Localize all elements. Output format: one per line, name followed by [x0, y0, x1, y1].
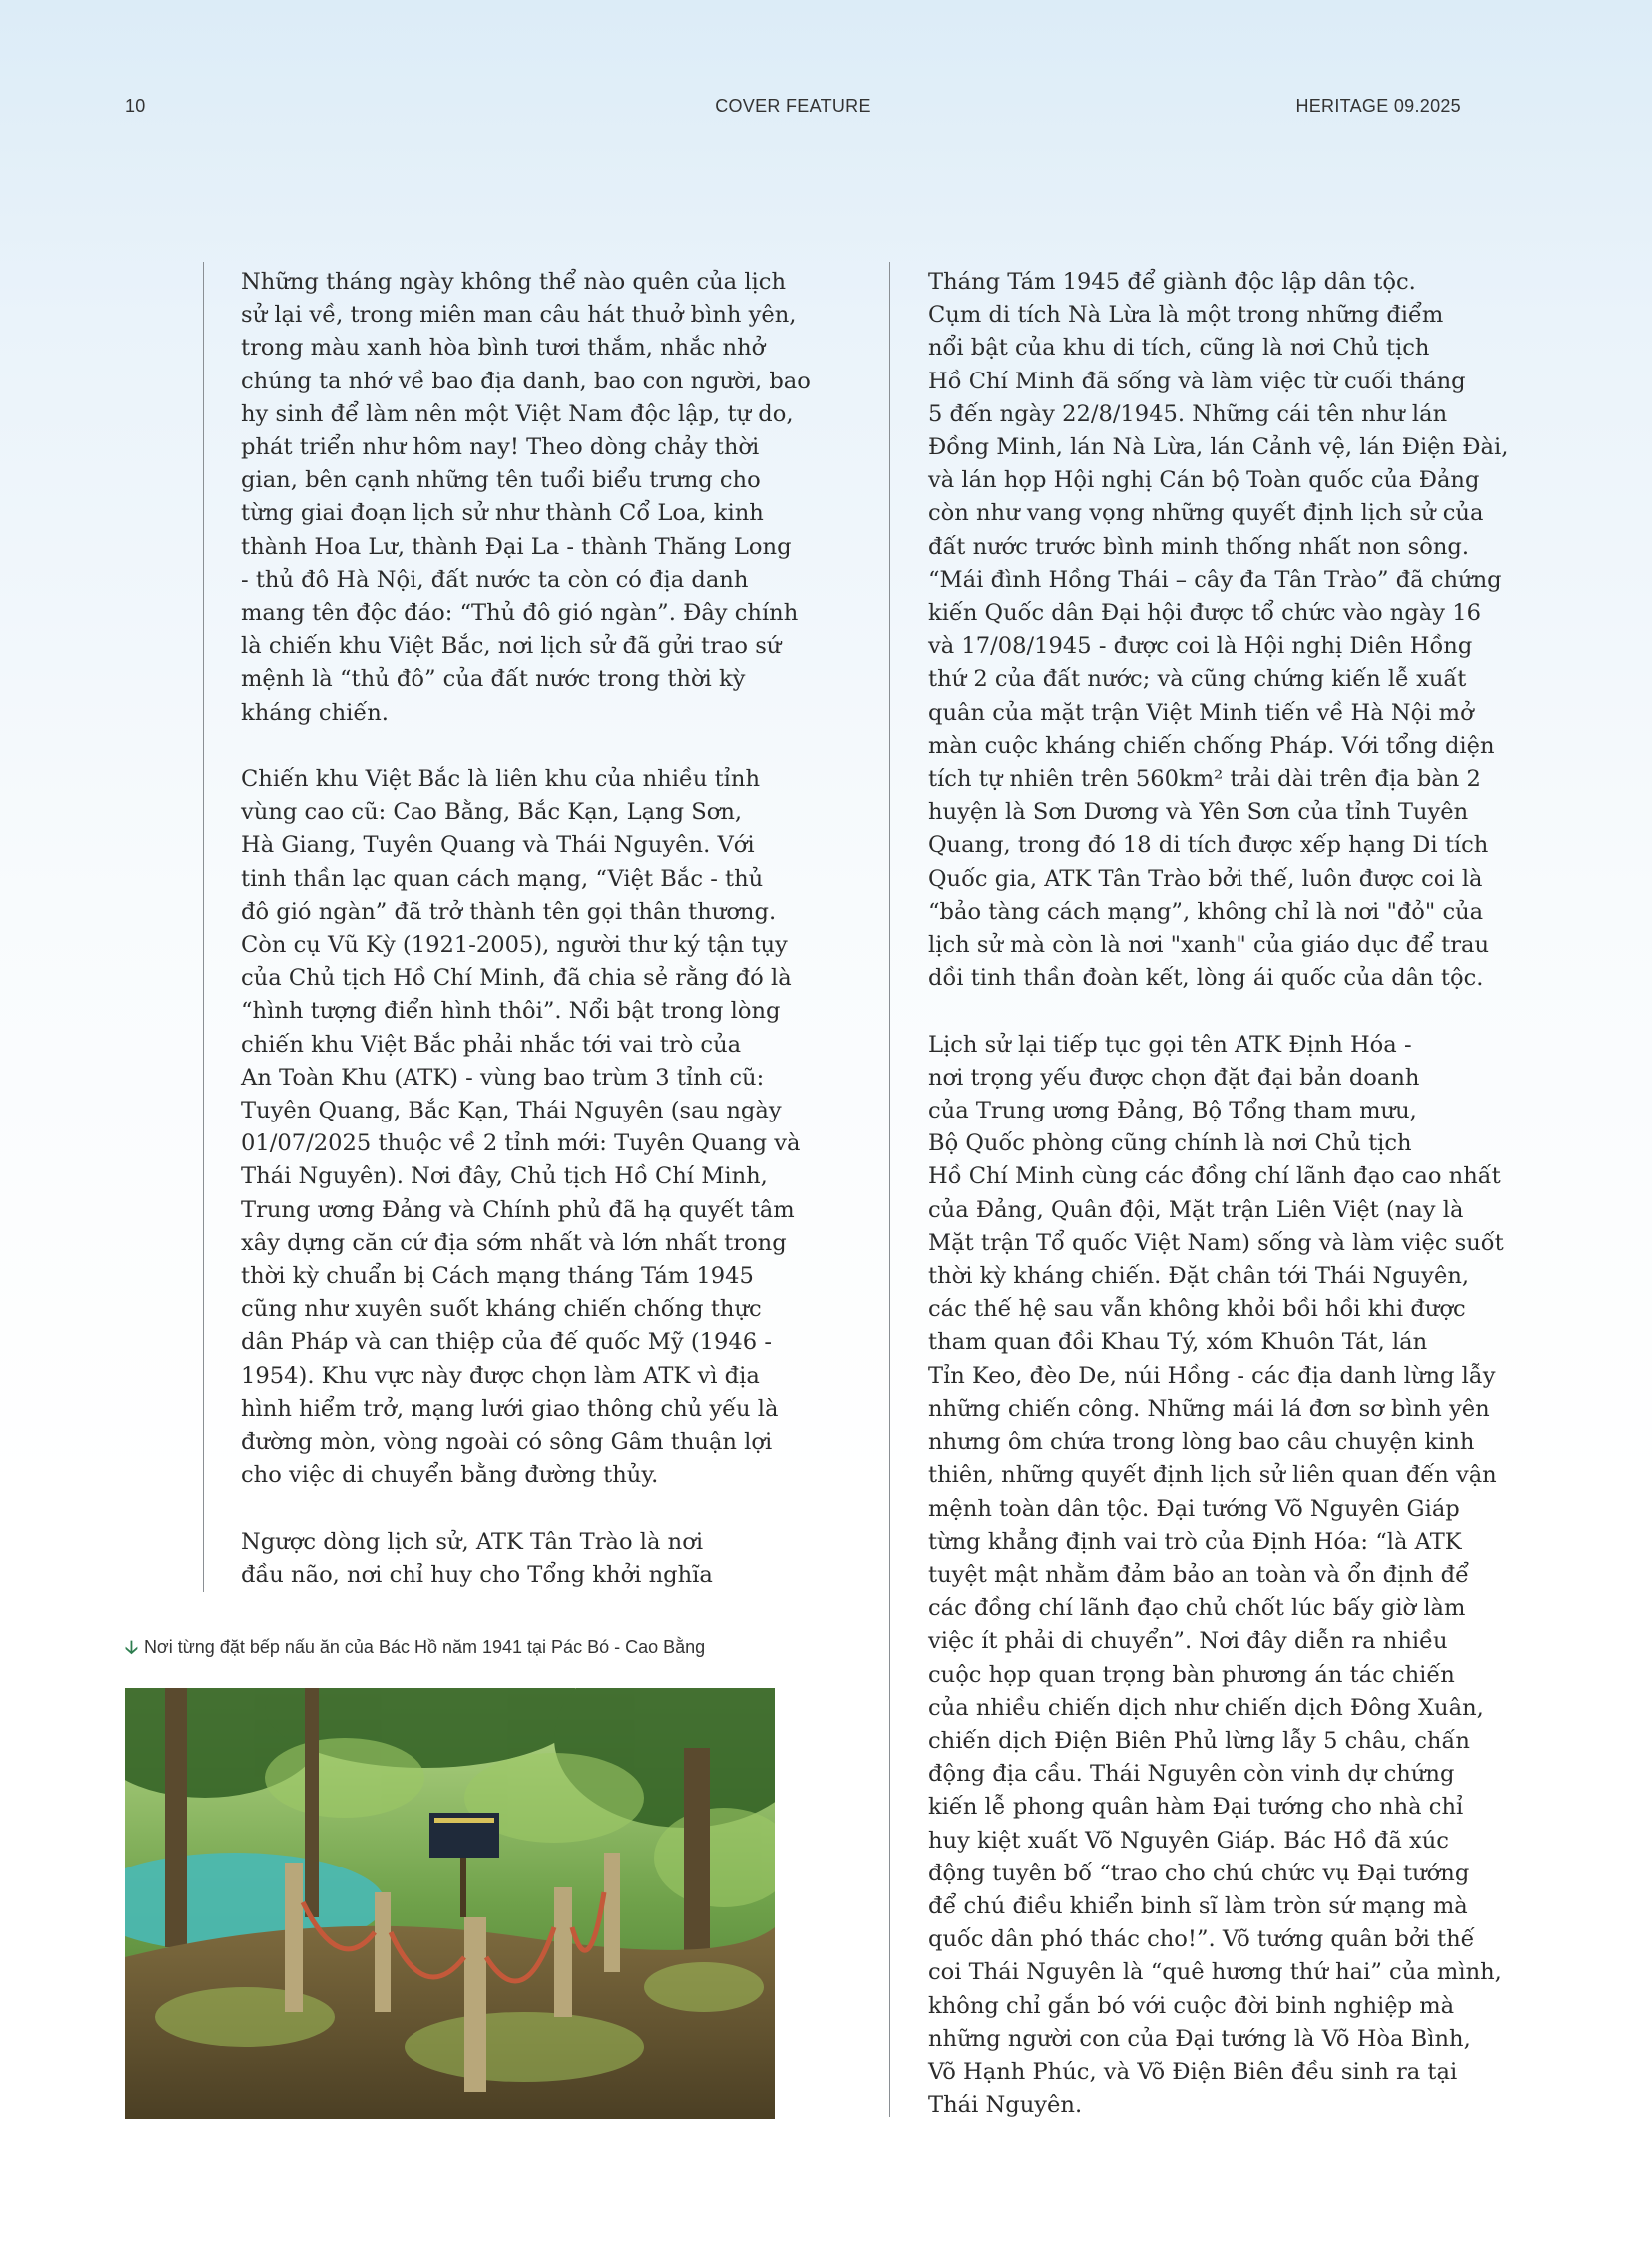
text-line: từng khẳng định vai trò của Định Hóa: “là ATK — [928, 1528, 1462, 1555]
text-line: là chiến khu Việt Bắc, nơi lịch sử đã gửi trao sứ — [241, 633, 782, 660]
text-line: kiến lễ phong quân hàm Đại tướng cho nhà chỉ — [928, 1794, 1464, 1821]
body-paragraph — [928, 266, 1509, 995]
body-paragraph — [928, 1029, 1504, 2123]
text-line: việc ít phải di chuyển”. Nơi đây diễn ra nhiều — [928, 1628, 1448, 1655]
forest-photo-illustration — [125, 1688, 775, 2119]
text-line: huyện là Sơn Dương và Yên Sơn của tỉnh Tuyên — [928, 799, 1469, 826]
text-line: Cụm di tích Nà Lừa là một trong những điểm — [928, 302, 1444, 329]
text-line: 5 đến ngày 22/8/1945. Những cái tên như lán — [928, 400, 1448, 427]
text-line: Hồ Chí Minh đã sống và làm việc từ cuối tháng — [928, 368, 1466, 394]
text-line: lịch sử mà còn là nơi "xanh" của giáo dục để trau — [928, 932, 1490, 959]
text-line: màn cuộc kháng chiến chống Pháp. Với tổng diện — [928, 732, 1495, 759]
text-line: không chỉ gắn bó với cuộc đời binh nghiệp mà — [928, 1992, 1455, 2019]
text-line: và lán họp Hội nghị Cán bộ Toàn quốc của Đảng — [928, 467, 1480, 494]
text-line: hy sinh để làm nên một Việt Nam độc lập, tự do, — [241, 400, 794, 427]
text-line: tích tự nhiên trên 560km² trải dài trên địa bàn 2 — [928, 766, 1481, 793]
text-line: thiên, những quyết định lịch sử liên quan đến vận — [928, 1462, 1497, 1489]
column-rule-right — [889, 262, 890, 2117]
text-line: chiến dịch Điện Biên Phủ lừng lẫy 5 châu, chấn — [928, 1727, 1470, 1754]
text-line: đô gió ngàn” đã trở thành tên gọi thân thương. — [241, 898, 777, 925]
text-line: các đồng chí lãnh đạo chủ chốt lúc bấy giờ làm — [928, 1595, 1466, 1622]
text-line: hình hiểm trở, mạng lưới giao thông chủ yếu là — [241, 1395, 779, 1422]
text-line: từng giai đoạn lịch sử như thành Cổ Loa, kinh — [241, 500, 764, 527]
text-line: “hình tượng điển hình thôi”. Nổi bật trong lòng — [241, 998, 781, 1025]
right-text-column — [928, 266, 1509, 2122]
text-line: còn như vang vọng những quyết định lịch sử của — [928, 500, 1484, 527]
text-line: - thủ đô Hà Nội, đất nước ta còn có địa danh — [241, 566, 749, 593]
caption-text: Nơi từng đặt bếp nấu ăn của Bác Hồ năm 1941 tại Pác Bó - Cao Bằng — [143, 1637, 706, 1657]
text-line: trong màu xanh hòa bình tươi thắm, nhắc nhở — [241, 335, 766, 362]
text-line: Quang, trong đó 18 di tích được xếp hạng Di tích — [928, 832, 1489, 859]
running-header — [125, 96, 1461, 120]
text-line: của Chủ tịch Hồ Chí Minh, đã chia sẻ rằng đó là — [241, 965, 792, 992]
text-line: phát triển như hôm nay! Theo dòng chảy thời — [241, 434, 760, 461]
text-line: Quốc gia, ATK Tân Trào bởi thế, luôn được coi là — [928, 865, 1483, 892]
text-line: tham quan đồi Khau Tý, xóm Khuôn Tát, lán — [928, 1329, 1428, 1356]
text-line: các thế hệ sau vẫn không khỏi bồi hồi khi được — [928, 1296, 1466, 1323]
text-line: thời kỳ chuẩn bị Cách mạng tháng Tám 1945 — [241, 1263, 754, 1290]
text-line: quốc dân phó thác cho!”. Võ tướng quân bởi thế — [928, 1926, 1475, 1953]
text-line: thành Hoa Lư, thành Đại La - thành Thăng Long — [241, 533, 792, 560]
text-line: dồi tinh thần đoàn kết, lòng ái quốc của dân tộc. — [928, 965, 1484, 992]
text-line: vùng cao cũ: Cao Bằng, Bắc Kạn, Lạng Sơn, — [241, 799, 743, 826]
text-line: để chú điều khiển binh sĩ làm tròn sứ mạng mà — [928, 1892, 1468, 1919]
text-line: nhưng ôm chứa trong lòng bao câu chuyện kinh — [928, 1429, 1475, 1456]
text-line: những chiến công. Những mái lá đơn sơ bình yên — [928, 1395, 1490, 1422]
text-line: Tỉn Keo, đèo De, núi Hồng - các địa danh lừng lẫy — [928, 1362, 1496, 1389]
text-line: Lịch sử lại tiếp tục gọi tên ATK Định Hóa - — [928, 1031, 1412, 1058]
text-line: Mặt trận Tổ quốc Việt Nam) sống và làm việc suốt — [928, 1229, 1504, 1256]
text-line: “Mái đình Hồng Thái – cây đa Tân Trào” đã chứng — [928, 566, 1502, 593]
text-line: những người con của Đại tướng là Võ Hòa Bình, — [928, 2025, 1471, 2052]
text-line: Còn cụ Vũ Kỳ (1921-2005), người thư ký tận tụy — [241, 932, 788, 959]
text-line: gian, bên cạnh những tên tuổi biểu trưng cho — [241, 467, 761, 494]
text-line: đầu não, nơi chỉ huy cho Tổng khởi nghĩa — [241, 1561, 713, 1588]
text-line: tuyệt mật nhằm đảm bảo an toàn và ổn định để — [928, 1561, 1470, 1588]
text-line: kháng chiến. — [241, 699, 389, 726]
text-line: dân Pháp và can thiệp của đế quốc Mỹ (1946 - — [241, 1329, 772, 1356]
text-line: mang tên độc đáo: “Thủ đô gió ngàn”. Đây chính — [241, 600, 799, 627]
text-line: của nhiều chiến dịch như chiến dịch Đông Xuân, — [928, 1694, 1484, 1721]
issue-label: HERITAGE 09.2025 — [1295, 96, 1461, 116]
text-line: nổi bật của khu di tích, cũng là nơi Chủ tịch — [928, 335, 1430, 362]
text-line: tinh thần lạc quan cách mạng, “Việt Bắc - thủ — [241, 865, 764, 892]
text-line: kiến Quốc dân Đại hội được tổ chức vào ngày 16 — [928, 600, 1481, 627]
body-paragraph — [241, 1526, 800, 1592]
text-line: của Đảng, Quân đội, Mặt trận Liên Việt (nay là — [928, 1196, 1464, 1223]
text-line: của Trung ương Đảng, Bộ Tổng tham mưu, — [928, 1098, 1417, 1124]
text-line: “bảo tàng cách mạng”, không chỉ là nơi "đỏ" của — [928, 898, 1484, 925]
text-line: nơi trọng yếu được chọn đặt đại bản doanh — [928, 1064, 1420, 1091]
arrow-down-icon: 🡣 — [125, 1637, 138, 1657]
text-line: đường mòn, vòng ngoài có sông Gâm thuận lợi — [241, 1429, 773, 1456]
text-line: 01/07/2025 thuộc về 2 tỉnh mới: Tuyên Quang và — [241, 1130, 801, 1157]
photo-caption — [125, 1635, 774, 1665]
column-rule-left — [203, 262, 204, 1592]
text-line: mệnh toàn dân tộc. Đại tướng Võ Nguyên Giáp — [928, 1495, 1460, 1522]
text-line: Những tháng ngày không thể nào quên của lịch — [241, 269, 786, 295]
text-line: huy kiệt xuất Võ Nguyên Giáp. Bác Hồ đã xúc — [928, 1827, 1449, 1854]
text-line: An Toàn Khu (ATK) - vùng bao trùm 3 tỉnh cũ: — [241, 1064, 765, 1091]
text-line: Võ Hạnh Phúc, và Võ Điện Biên đều sinh ra tại — [928, 2058, 1458, 2085]
text-line: cho việc di chuyển bằng đường thủy. — [241, 1462, 659, 1489]
text-line: Hồ Chí Minh cùng các đồng chí lãnh đạo cao nhất — [928, 1163, 1501, 1190]
text-line: Tháng Tám 1945 để giành độc lập dân tộc. — [928, 269, 1416, 295]
text-line: coi Thái Nguyên là “quê hương thứ hai” của mình, — [928, 1959, 1502, 1986]
left-text-column — [241, 266, 811, 1592]
text-line: Đồng Minh, lán Nà Lừa, lán Cảnh vệ, lán Điện Đài, — [928, 434, 1509, 461]
text-line: đất nước trước bình minh thống nhất non sông. — [928, 533, 1470, 560]
text-line: mệnh là “thủ đô” của đất nước trong thời kỳ — [241, 666, 746, 693]
section-title: COVER FEATURE — [715, 96, 871, 116]
text-line: chiến khu Việt Bắc phải nhắc tới vai trò của — [241, 1031, 742, 1058]
text-line: động địa cầu. Thái Nguyên còn vinh dự chứng — [928, 1761, 1455, 1788]
page-number: 10 — [125, 96, 146, 116]
text-line: động tuyên bố “trao cho chú chức vụ Đại tướng — [928, 1860, 1470, 1886]
text-line: quân của mặt trận Việt Minh tiến về Hà Nội mở — [928, 699, 1474, 726]
forest-photo — [125, 1688, 775, 2119]
text-line: thời kỳ kháng chiến. Đặt chân tới Thái Nguyên, — [928, 1263, 1470, 1290]
text-line: chúng ta nhớ về bao địa danh, bao con người, bao — [241, 368, 811, 394]
text-line: Bộ Quốc phòng cũng chính là nơi Chủ tịch — [928, 1130, 1412, 1157]
text-line: Thái Nguyên). Nơi đây, Chủ tịch Hồ Chí Minh, — [241, 1163, 768, 1190]
text-line: Ngược dòng lịch sử, ATK Tân Trào là nơi — [241, 1528, 704, 1555]
text-line: cuộc họp quan trọng bàn phương án tác chiến — [928, 1661, 1455, 1688]
text-line: sử lại về, trong miên man câu hát thuở bình yên, — [241, 302, 797, 329]
text-line: cũng như xuyên suốt kháng chiến chống thực — [241, 1296, 762, 1323]
text-line: Thái Nguyên. — [928, 2092, 1083, 2119]
text-line: thứ 2 của đất nước; và cũng chứng kiến lễ xuất — [928, 666, 1467, 693]
text-line: 1954). Khu vực này được chọn làm ATK vì địa — [241, 1362, 760, 1389]
text-line: Trung ương Đảng và Chính phủ đã hạ quyết tâm — [241, 1196, 795, 1223]
body-paragraph — [241, 763, 800, 1492]
text-line: và 17/08/1945 - được coi là Hội nghị Diên Hồng — [928, 633, 1473, 660]
text-line: Chiến khu Việt Bắc là liên khu của nhiều tỉnh — [241, 766, 760, 793]
text-line: Tuyên Quang, Bắc Kạn, Thái Nguyên (sau ngày — [241, 1098, 782, 1124]
body-paragraph — [241, 266, 811, 730]
text-line: Hà Giang, Tuyên Quang và Thái Nguyên. Với — [241, 832, 755, 859]
text-line: xây dựng căn cứ địa sớm nhất và lớn nhất trong — [241, 1229, 787, 1256]
